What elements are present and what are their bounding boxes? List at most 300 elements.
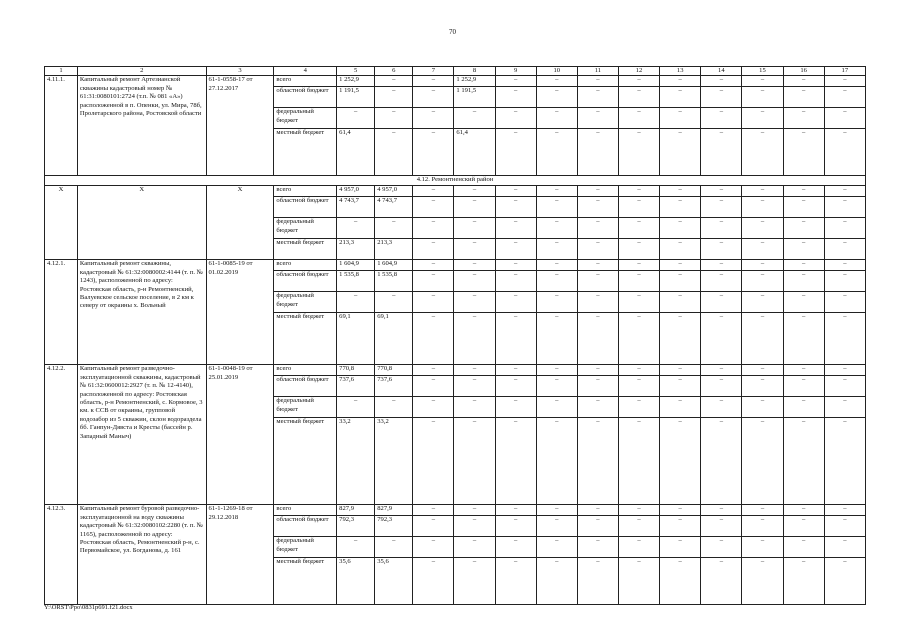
value-cell: – (536, 108, 577, 129)
value-cell: – (413, 376, 454, 397)
value-cell: – (577, 271, 618, 292)
funding-source: всего (274, 76, 337, 87)
value-cell: – (660, 313, 701, 365)
value-cell: – (337, 537, 375, 558)
value-cell: 4 743,7 (375, 197, 413, 218)
value-cell: – (824, 129, 865, 176)
value-cell: – (375, 397, 413, 418)
value-cell: – (454, 365, 495, 376)
table-row (45, 186, 866, 197)
value-cell: – (536, 516, 577, 537)
value-cell: – (495, 260, 536, 271)
funding-source: федеральный бюджет (274, 292, 337, 313)
value-cell: – (701, 505, 742, 516)
value-cell: – (495, 558, 536, 605)
object-name: Капитальный ремонт скважины, кадастровый № 61:32:0080002:4144 (т. п. № 1243), расположенной по адресу: Ростовская область, р-н Ремонтненский, Валуевское сельское поселение, в 2 км к северу от окраины х. Вольный (77, 260, 206, 365)
value-cell: 1 604,9 (337, 260, 375, 271)
value-cell: – (413, 239, 454, 260)
value-cell: – (536, 313, 577, 365)
value-cell: – (742, 239, 783, 260)
value-cell: – (742, 260, 783, 271)
funding-source: федеральный бюджет (274, 397, 337, 418)
value-cell: – (495, 87, 536, 108)
column-header: 8 (454, 67, 495, 76)
value-cell: – (536, 260, 577, 271)
value-cell: – (618, 271, 659, 292)
value-cell: – (742, 76, 783, 87)
value-cell: – (536, 558, 577, 605)
value-cell: – (577, 218, 618, 239)
value-cell: 213,3 (375, 239, 413, 260)
value-cell: 69,1 (337, 313, 375, 365)
value-cell: – (701, 108, 742, 129)
value-cell: – (742, 505, 783, 516)
value-cell: – (701, 365, 742, 376)
column-header: 17 (824, 67, 865, 76)
value-cell: – (660, 397, 701, 418)
value-cell: – (742, 558, 783, 605)
document-ref: 61-1-0085-19 от 01.02.2019 (206, 260, 274, 365)
value-cell: – (660, 558, 701, 605)
value-cell: – (701, 313, 742, 365)
value-cell: – (701, 186, 742, 197)
column-header: 6 (375, 67, 413, 76)
funding-source: местный бюджет (274, 313, 337, 365)
value-cell: – (495, 197, 536, 218)
value-cell: – (660, 239, 701, 260)
value-cell: – (454, 218, 495, 239)
value-cell: – (577, 129, 618, 176)
value-cell: – (660, 108, 701, 129)
value-cell: – (577, 186, 618, 197)
value-cell: – (454, 516, 495, 537)
value-cell: – (536, 197, 577, 218)
funding-source: федеральный бюджет (274, 108, 337, 129)
funding-source: федеральный бюджет (274, 218, 337, 239)
value-cell: – (618, 197, 659, 218)
page-number: 70 (449, 28, 456, 36)
value-cell: – (783, 239, 824, 260)
value-cell: – (577, 376, 618, 397)
value-cell: 35,6 (337, 558, 375, 605)
value-cell: – (824, 365, 865, 376)
value-cell: 792,3 (337, 516, 375, 537)
funding-source: местный бюджет (274, 129, 337, 176)
value-cell: – (742, 292, 783, 313)
value-cell: – (618, 260, 659, 271)
value-cell: – (660, 365, 701, 376)
value-cell: – (495, 271, 536, 292)
value-cell: – (536, 239, 577, 260)
value-cell: – (660, 516, 701, 537)
value-cell: – (375, 292, 413, 313)
value-cell: – (824, 537, 865, 558)
value-cell: – (783, 505, 824, 516)
value-cell: – (454, 271, 495, 292)
value-cell: – (742, 218, 783, 239)
column-header: 1 (45, 67, 78, 76)
value-cell: 1 191,5 (454, 87, 495, 108)
value-cell: – (536, 271, 577, 292)
value-cell: – (701, 260, 742, 271)
value-cell: – (495, 186, 536, 197)
value-cell: – (536, 218, 577, 239)
value-cell: – (536, 397, 577, 418)
value-cell: – (783, 129, 824, 176)
value-cell: – (660, 260, 701, 271)
value-cell: – (577, 558, 618, 605)
column-header: 14 (701, 67, 742, 76)
value-cell: – (577, 537, 618, 558)
value-cell: – (824, 197, 865, 218)
value-cell: – (413, 108, 454, 129)
item-number: 4.12.3. (45, 505, 78, 605)
value-cell: – (824, 397, 865, 418)
item-number: 4.11.1. (45, 76, 78, 176)
value-cell: – (824, 239, 865, 260)
value-cell: – (577, 197, 618, 218)
value-cell: – (337, 292, 375, 313)
value-cell: – (701, 76, 742, 87)
value-cell: – (742, 418, 783, 505)
value-cell: – (454, 292, 495, 313)
column-header: 16 (783, 67, 824, 76)
footer-path: Y:\ORST\Ppo\0831p691.f21.docx (44, 604, 133, 611)
value-cell: – (413, 129, 454, 176)
value-cell: – (783, 260, 824, 271)
column-header: 2 (77, 67, 206, 76)
object-name: Капитальный ремонт буровой разведочно-эксплуатационной на воду скважины кадастровый № 61:32:0080102:2280 (т. п. № 1165), расположенной по адресу: Ростовская область, Ремонтненский р-н, с. Первомайское, ул. Богданова, д. 161 (77, 505, 206, 605)
value-cell: – (495, 376, 536, 397)
value-cell: – (824, 218, 865, 239)
value-cell: – (413, 186, 454, 197)
value-cell: 1 252,9 (454, 76, 495, 87)
value-cell: – (783, 76, 824, 87)
value-cell: – (495, 397, 536, 418)
value-cell: – (824, 376, 865, 397)
value-cell: – (536, 186, 577, 197)
table-row (45, 76, 866, 87)
value-cell: – (701, 418, 742, 505)
value-cell: – (783, 218, 824, 239)
value-cell: – (577, 365, 618, 376)
value-cell: – (618, 558, 659, 605)
value-cell: – (375, 108, 413, 129)
value-cell: – (413, 76, 454, 87)
value-cell: – (824, 505, 865, 516)
value-cell: – (618, 76, 659, 87)
value-cell: – (618, 239, 659, 260)
value-cell: – (701, 292, 742, 313)
value-cell: – (742, 197, 783, 218)
value-cell: – (536, 292, 577, 313)
document-ref: 61-1-1269-18 от 29.12.2018 (206, 505, 274, 605)
document-ref: X (206, 186, 274, 260)
value-cell: – (337, 218, 375, 239)
value-cell: – (375, 537, 413, 558)
value-cell: – (495, 516, 536, 537)
value-cell: – (577, 418, 618, 505)
section-row (45, 176, 866, 186)
value-cell: – (413, 87, 454, 108)
value-cell: – (660, 218, 701, 239)
value-cell: – (824, 76, 865, 87)
value-cell: – (454, 397, 495, 418)
column-header: 13 (660, 67, 701, 76)
item-number: 4.12.2. (45, 365, 78, 505)
value-cell: – (660, 87, 701, 108)
value-cell: – (783, 197, 824, 218)
value-cell: – (618, 129, 659, 176)
value-cell: – (701, 397, 742, 418)
value-cell: – (536, 76, 577, 87)
value-cell: – (618, 108, 659, 129)
value-cell: – (413, 365, 454, 376)
value-cell: – (337, 397, 375, 418)
value-cell: 4 957,0 (337, 186, 375, 197)
value-cell: – (454, 505, 495, 516)
value-cell: – (454, 537, 495, 558)
value-cell: – (824, 108, 865, 129)
value-cell: 35,6 (375, 558, 413, 605)
value-cell: – (783, 313, 824, 365)
value-cell: 61,4 (454, 129, 495, 176)
value-cell: – (783, 558, 824, 605)
value-cell: – (618, 537, 659, 558)
item-number: 4.12.1. (45, 260, 78, 365)
value-cell: 4 957,0 (375, 186, 413, 197)
value-cell: – (701, 87, 742, 108)
value-cell: – (783, 397, 824, 418)
value-cell: – (454, 558, 495, 605)
value-cell: – (495, 239, 536, 260)
value-cell: – (824, 292, 865, 313)
value-cell: – (742, 108, 783, 129)
value-cell: – (413, 558, 454, 605)
column-header: 10 (536, 67, 577, 76)
value-cell: – (618, 376, 659, 397)
value-cell: – (413, 516, 454, 537)
value-cell: – (660, 537, 701, 558)
value-cell: – (824, 418, 865, 505)
value-cell: – (783, 108, 824, 129)
value-cell: – (701, 218, 742, 239)
value-cell: – (783, 365, 824, 376)
value-cell: – (824, 313, 865, 365)
value-cell: – (824, 271, 865, 292)
value-cell: 33,2 (337, 418, 375, 505)
value-cell: – (536, 129, 577, 176)
funding-source: областной бюджет (274, 271, 337, 292)
value-cell: – (577, 239, 618, 260)
value-cell: – (495, 108, 536, 129)
value-cell: – (536, 87, 577, 108)
value-cell: – (577, 76, 618, 87)
value-cell: – (413, 537, 454, 558)
value-cell: – (413, 292, 454, 313)
value-cell: – (701, 271, 742, 292)
table-row (45, 260, 866, 271)
funding-source: областной бюджет (274, 87, 337, 108)
value-cell: – (577, 292, 618, 313)
value-cell: – (783, 186, 824, 197)
value-cell: – (742, 516, 783, 537)
table-row (45, 505, 866, 516)
funding-source: областной бюджет (274, 376, 337, 397)
value-cell: – (660, 186, 701, 197)
funding-source: местный бюджет (274, 418, 337, 505)
value-cell: – (618, 313, 659, 365)
funding-source: местный бюджет (274, 558, 337, 605)
value-cell: – (577, 260, 618, 271)
value-cell: – (742, 87, 783, 108)
value-cell: – (783, 537, 824, 558)
value-cell: – (742, 365, 783, 376)
value-cell: 213,3 (337, 239, 375, 260)
funding-source: местный бюджет (274, 239, 337, 260)
value-cell: – (495, 76, 536, 87)
value-cell: – (577, 397, 618, 418)
value-cell: – (413, 218, 454, 239)
funding-source: областной бюджет (274, 516, 337, 537)
value-cell: – (783, 271, 824, 292)
value-cell: – (742, 129, 783, 176)
value-cell: 1 535,8 (337, 271, 375, 292)
table-body (45, 67, 866, 605)
value-cell: – (413, 260, 454, 271)
funding-source: всего (274, 260, 337, 271)
value-cell: – (495, 129, 536, 176)
value-cell: 33,2 (375, 418, 413, 505)
header-row (45, 67, 866, 76)
value-cell: – (618, 516, 659, 537)
value-cell: – (413, 197, 454, 218)
value-cell: – (337, 108, 375, 129)
value-cell: – (742, 186, 783, 197)
value-cell: – (375, 129, 413, 176)
value-cell: – (495, 218, 536, 239)
column-header: 7 (413, 67, 454, 76)
value-cell: – (536, 418, 577, 505)
object-name: Капитальный ремонт разведочно-эксплуатационной скважины, кадастровый № 61:32:0600012:2927 (т. п. № 12-4140), расположенной по адресу: Ростовская область, р-н Ремонтненский, с. Кормовое, 3 км. к ССВ от окраины, групповой водозабор из 5 скважин, склон водораздела бб. Ганпун-Дявста и Кресты (бассейн р. Западный Маныч) (77, 365, 206, 505)
value-cell: – (413, 505, 454, 516)
item-number: X (45, 186, 78, 260)
value-cell: – (495, 505, 536, 516)
value-cell: 69,1 (375, 313, 413, 365)
value-cell: 737,6 (337, 376, 375, 397)
object-name: Капитальный ремонт Артезианской скважины кадастровый номер № 61:31:0080101:2724 (т.п. № 081 «А») расположенной в п. Опенки, ул. Мира, 78б, Пролетарского района, Ростовской области (77, 76, 206, 176)
value-cell: – (701, 197, 742, 218)
value-cell: – (701, 129, 742, 176)
value-cell: – (618, 218, 659, 239)
value-cell: – (536, 537, 577, 558)
value-cell: – (495, 365, 536, 376)
funding-source: всего (274, 186, 337, 197)
table-row (45, 365, 866, 376)
column-header: 3 (206, 67, 274, 76)
value-cell: – (742, 271, 783, 292)
value-cell: – (660, 505, 701, 516)
value-cell: 827,9 (375, 505, 413, 516)
value-cell: – (824, 260, 865, 271)
value-cell: – (660, 376, 701, 397)
value-cell: 1 535,8 (375, 271, 413, 292)
value-cell: – (701, 558, 742, 605)
object-name: X (77, 186, 206, 260)
value-cell: 1 252,9 (337, 76, 375, 87)
value-cell: – (577, 108, 618, 129)
value-cell: – (454, 239, 495, 260)
value-cell: – (413, 271, 454, 292)
document-ref: 61-1-0048-19 от 25.01.2019 (206, 365, 274, 505)
column-header: 15 (742, 67, 783, 76)
value-cell: – (454, 313, 495, 365)
value-cell: – (413, 313, 454, 365)
value-cell: – (577, 87, 618, 108)
value-cell: – (495, 418, 536, 505)
value-cell: – (742, 313, 783, 365)
value-cell: – (824, 516, 865, 537)
section-title: 4.12. Ремонтненский район (45, 176, 866, 186)
value-cell: – (454, 260, 495, 271)
value-cell: – (824, 87, 865, 108)
value-cell: 1 191,5 (337, 87, 375, 108)
value-cell: – (742, 397, 783, 418)
column-header: 11 (577, 67, 618, 76)
value-cell: – (783, 87, 824, 108)
value-cell: 4 743,7 (337, 197, 375, 218)
value-cell: – (495, 313, 536, 365)
value-cell: – (660, 197, 701, 218)
value-cell: – (701, 537, 742, 558)
value-cell: – (824, 558, 865, 605)
value-cell: – (618, 365, 659, 376)
value-cell: 770,8 (337, 365, 375, 376)
funding-source: федеральный бюджет (274, 537, 337, 558)
value-cell: 827,9 (337, 505, 375, 516)
value-cell: – (577, 313, 618, 365)
value-cell: – (577, 516, 618, 537)
value-cell: – (618, 397, 659, 418)
value-cell: 61,4 (337, 129, 375, 176)
value-cell: 1 604,9 (375, 260, 413, 271)
value-cell: – (618, 186, 659, 197)
value-cell: – (783, 418, 824, 505)
value-cell: 737,6 (375, 376, 413, 397)
value-cell: – (618, 418, 659, 505)
column-header: 4 (274, 67, 337, 76)
value-cell: – (701, 516, 742, 537)
value-cell: – (618, 505, 659, 516)
value-cell: 792,3 (375, 516, 413, 537)
value-cell: – (413, 418, 454, 505)
value-cell: – (536, 365, 577, 376)
value-cell: – (618, 87, 659, 108)
column-header: 5 (337, 67, 375, 76)
value-cell: – (660, 271, 701, 292)
value-cell: – (783, 292, 824, 313)
value-cell: – (495, 537, 536, 558)
value-cell: – (701, 376, 742, 397)
value-cell: – (454, 186, 495, 197)
value-cell: – (824, 186, 865, 197)
value-cell: – (742, 537, 783, 558)
column-header: 9 (495, 67, 536, 76)
value-cell: – (495, 292, 536, 313)
value-cell: – (375, 76, 413, 87)
value-cell: – (536, 376, 577, 397)
value-cell: – (454, 108, 495, 129)
